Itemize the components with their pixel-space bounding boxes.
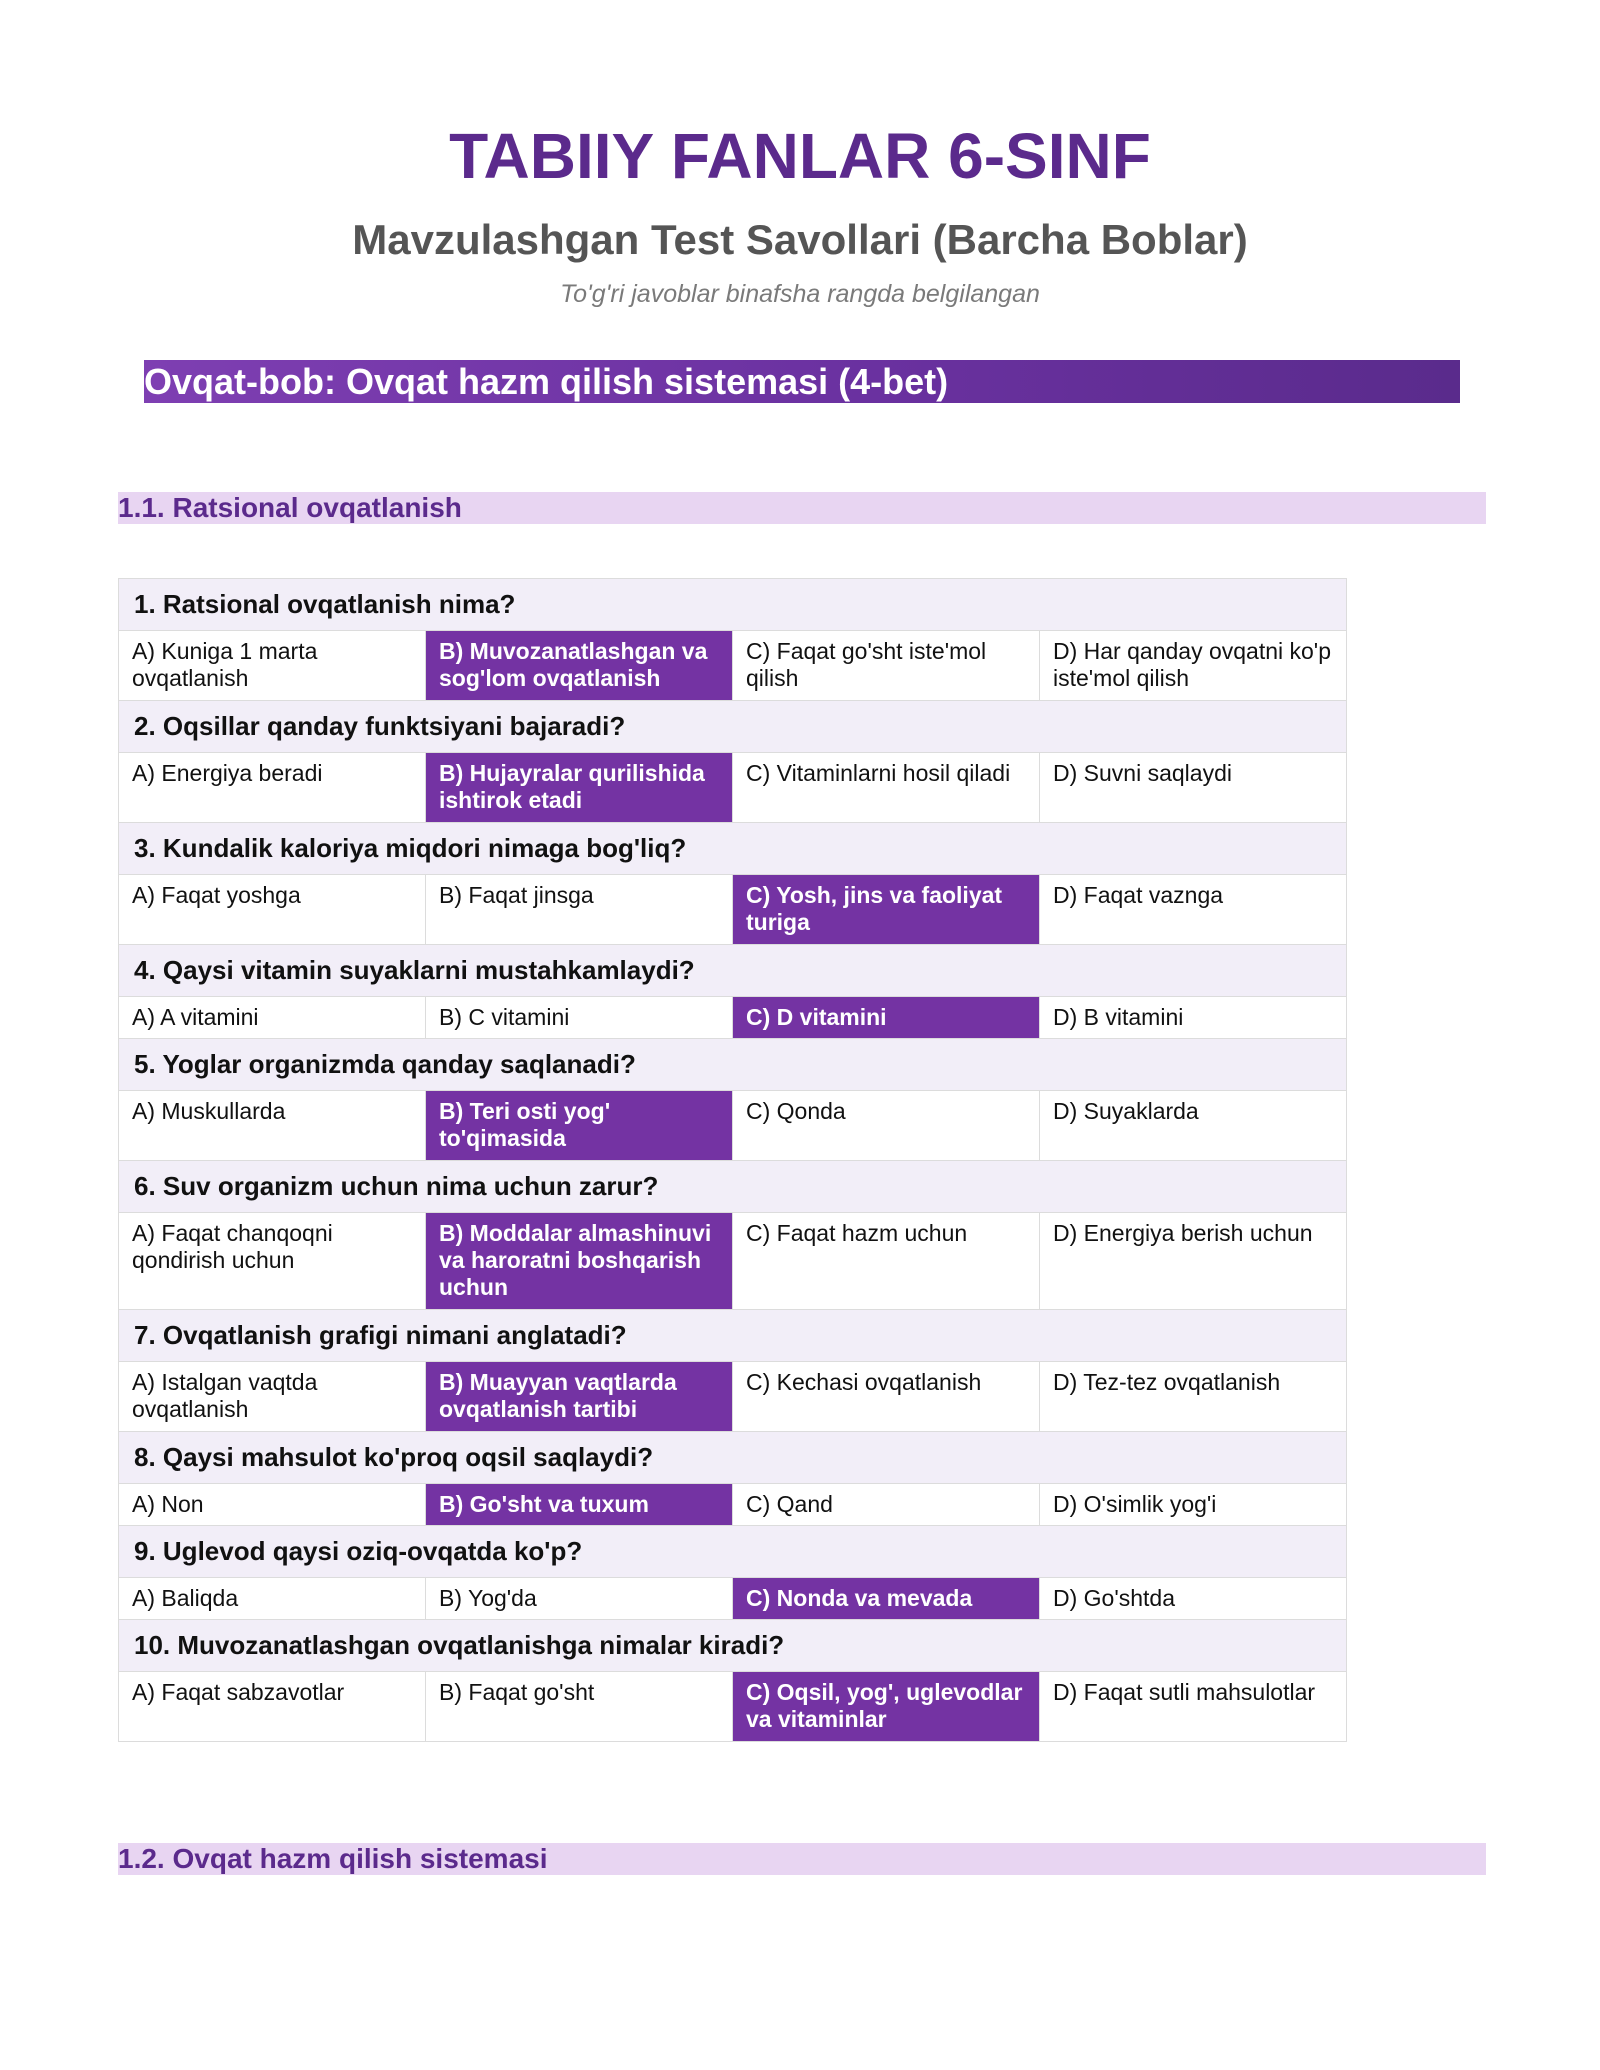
question-table	[118, 578, 1347, 1742]
option-c: C) Kechasi ovqatlanish	[733, 1362, 1040, 1432]
option-d: D) O'simlik yog'i	[1040, 1484, 1347, 1526]
option-d: D) Suyaklarda	[1040, 1091, 1347, 1161]
option-b: B) Yog'da	[426, 1578, 733, 1620]
correct-option-b: B) Moddalar almashinuvi va haroratni boshqarish uchun	[426, 1213, 733, 1310]
option-b: B) Faqat go'sht	[426, 1672, 733, 1742]
question-row	[119, 823, 1347, 875]
option-d: D) Suvni saqlaydi	[1040, 753, 1347, 823]
option-d: D) Energiya berish uchun	[1040, 1213, 1347, 1310]
chapter-heading: Ovqat-bob: Ovqat hazm qilish sistemasi (4-bet)	[144, 360, 1460, 403]
options-row	[119, 1213, 1347, 1310]
question-text: 9. Uglevod qaysi oziq-ovqatda ko'p?	[119, 1526, 1347, 1578]
question-row	[119, 579, 1347, 631]
option-b: B) Faqat jinsga	[426, 875, 733, 945]
correct-option-c: C) Oqsil, yog', uglevodlar va vitaminlar	[733, 1672, 1040, 1742]
correct-option-b: B) Muayyan vaqtlarda ovqatlanish tartibi	[426, 1362, 733, 1432]
options-row	[119, 1362, 1347, 1432]
correct-option-b: B) Teri osti yog' to'qimasida	[426, 1091, 733, 1161]
question-text: 1. Ratsional ovqatlanish nima?	[119, 579, 1347, 631]
question-text: 8. Qaysi mahsulot ko'proq oqsil saqlaydi?	[119, 1432, 1347, 1484]
correct-option-c: C) D vitamini	[733, 997, 1040, 1039]
option-a: A) Muskullarda	[119, 1091, 426, 1161]
option-d: D) Faqat vaznga	[1040, 875, 1347, 945]
options-row	[119, 1578, 1347, 1620]
question-row	[119, 1620, 1347, 1672]
question-row	[119, 1039, 1347, 1091]
option-d: D) Har qanday ovqatni ko'p iste'mol qilish	[1040, 631, 1347, 701]
page-subtitle: Mavzulashgan Test Savollari (Barcha Boblar)	[352, 216, 1248, 263]
option-a: A) Baliqda	[119, 1578, 426, 1620]
question-text: 2. Oqsillar qanday funktsiyani bajaradi?	[119, 701, 1347, 753]
option-c: C) Qonda	[733, 1091, 1040, 1161]
option-a: A) Faqat yoshga	[119, 875, 426, 945]
option-c: C) Vitaminlarni hosil qiladi	[733, 753, 1040, 823]
option-b: B) C vitamini	[426, 997, 733, 1039]
option-a: A) Istalgan vaqtda ovqatlanish	[119, 1362, 426, 1432]
question-text: 10. Muvozanatlashgan ovqatlanishga nimalar kiradi?	[119, 1620, 1347, 1672]
correct-option-b: B) Go'sht va tuxum	[426, 1484, 733, 1526]
correct-option-b: B) Hujayralar qurilishida ishtirok etadi	[426, 753, 733, 823]
question-row	[119, 1310, 1347, 1362]
option-a: A) Kuniga 1 marta ovqatlanish	[119, 631, 426, 701]
correct-option-b: B) Muvozanatlashgan va sog'lom ovqatlanish	[426, 631, 733, 701]
question-text: 4. Qaysi vitamin suyaklarni mustahkamlaydi?	[119, 945, 1347, 997]
question-text: 7. Ovqatlanish grafigi nimani anglatadi?	[119, 1310, 1347, 1362]
option-a: A) Non	[119, 1484, 426, 1526]
section-heading-1-1: 1.1. Ratsional ovqatlanish	[118, 492, 1486, 524]
question-row	[119, 1432, 1347, 1484]
question-text: 6. Suv organizm uchun nima uchun zarur?	[119, 1161, 1347, 1213]
question-text: 3. Kundalik kaloriya miqdori nimaga bog'liq?	[119, 823, 1347, 875]
options-row	[119, 875, 1347, 945]
option-a: A) A vitamini	[119, 997, 426, 1039]
correct-option-c: C) Yosh, jins va faoliyat turiga	[733, 875, 1040, 945]
option-d: D) Faqat sutli mahsulotlar	[1040, 1672, 1347, 1742]
option-c: C) Qand	[733, 1484, 1040, 1526]
answer-key-note: To'g'ri javoblar binafsha rangda belgilangan	[560, 280, 1040, 308]
option-c: C) Faqat hazm uchun	[733, 1213, 1040, 1310]
question-row	[119, 1526, 1347, 1578]
options-row	[119, 1672, 1347, 1742]
options-row	[119, 997, 1347, 1039]
question-row	[119, 945, 1347, 997]
option-c: C) Faqat go'sht iste'mol qilish	[733, 631, 1040, 701]
option-d: D) Tez-tez ovqatlanish	[1040, 1362, 1347, 1432]
page-title: TABIIY FANLAR 6-SINF	[449, 120, 1151, 192]
option-d: D) Go'shtda	[1040, 1578, 1347, 1620]
question-row	[119, 701, 1347, 753]
options-row	[119, 753, 1347, 823]
option-a: A) Energiya beradi	[119, 753, 426, 823]
options-row	[119, 1484, 1347, 1526]
option-d: D) B vitamini	[1040, 997, 1347, 1039]
question-text: 5. Yoglar organizmda qanday saqlanadi?	[119, 1039, 1347, 1091]
question-row	[119, 1161, 1347, 1213]
options-row	[119, 631, 1347, 701]
options-row	[119, 1091, 1347, 1161]
option-a: A) Faqat chanqoqni qondirish uchun	[119, 1213, 426, 1310]
option-a: A) Faqat sabzavotlar	[119, 1672, 426, 1742]
correct-option-c: C) Nonda va mevada	[733, 1578, 1040, 1620]
section-heading-1-2: 1.2. Ovqat hazm qilish sistemasi	[118, 1843, 1486, 1875]
